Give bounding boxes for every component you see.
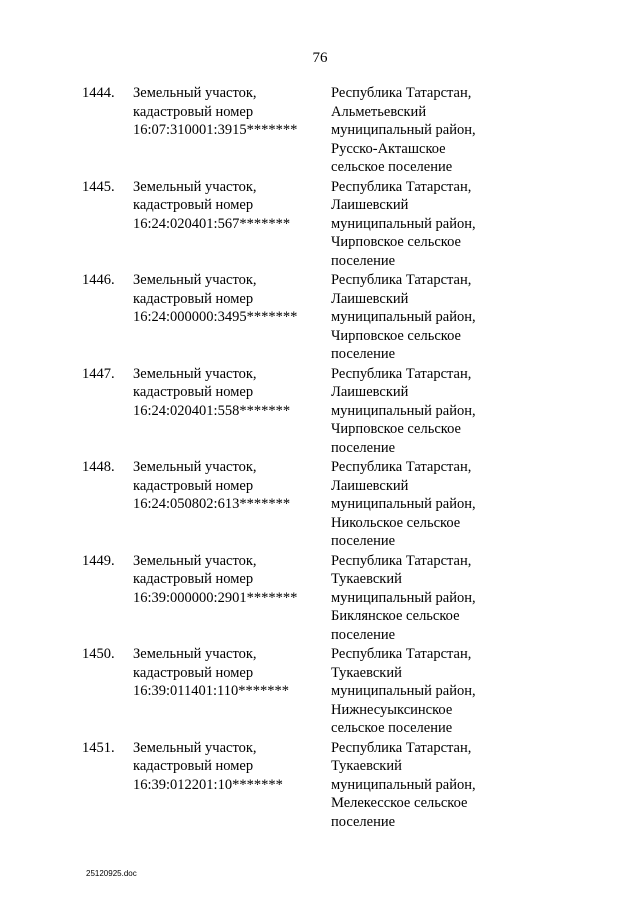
entry-description [133, 552, 297, 608]
entry-description [133, 458, 290, 514]
entry-location [331, 552, 476, 645]
location-line: Республика Татарстан, [331, 365, 472, 382]
entry-location [331, 458, 476, 551]
entry-number: 1447. [82, 365, 115, 382]
entry-description [133, 271, 297, 327]
cadastral-number: 16:24:020401:558******* [133, 402, 291, 419]
list-item [0, 645, 640, 739]
location-line: Тукаевский [331, 664, 402, 681]
description-line: Земельный участок, [133, 85, 257, 101]
page-number: 76 [312, 50, 328, 66]
entry-description [133, 178, 290, 234]
cadastral-number: 16:39:011401:110******* [133, 683, 290, 700]
description-line: Земельный участок, [133, 552, 257, 569]
entry-description [133, 739, 283, 795]
description-line: Земельный участок, [133, 272, 257, 288]
location-line: Лаишевский [331, 477, 409, 494]
description-line: Земельный участок, [133, 178, 257, 195]
entry-number: 1448. [82, 459, 115, 475]
location-line: Республика Татарстан, [331, 552, 472, 569]
location-line: поселение [331, 533, 396, 550]
location-line: Лаишевский [331, 197, 409, 214]
cadastral-number: 16:39:000000:2901******* [133, 589, 298, 606]
location-line: сельское поселение [331, 159, 453, 176]
footer-filename: 25120925.doc [86, 869, 137, 878]
entry-number: 1449. [82, 552, 115, 569]
location-line: Мелекесское сельское [331, 795, 468, 812]
entry-location [331, 645, 476, 738]
location-line: Республика Татарстан, [331, 459, 472, 475]
location-line: Республика Татарстан, [331, 178, 472, 195]
description-line: кадастровый номер [133, 477, 254, 494]
cadastral-number: 16:24:000000:3495******* [133, 309, 298, 326]
entry-location [331, 739, 476, 832]
description-line: Земельный участок, [133, 459, 257, 475]
entry-number: 1445. [82, 178, 115, 195]
entry-location [331, 178, 476, 271]
location-line: Тукаевский [331, 571, 402, 588]
cadastral-number: 16:07:310001:3915******* [133, 122, 298, 139]
location-line: поселение [331, 626, 396, 643]
list-item [0, 739, 640, 833]
description-line: кадастровый номер [133, 571, 254, 588]
entry-description [133, 365, 290, 421]
location-line: Лаишевский [331, 384, 409, 401]
list-item [0, 178, 640, 272]
location-line: Республика Татарстан, [331, 739, 472, 756]
location-line: Альметьевский [331, 103, 427, 120]
location-line: муниципальный район, [331, 215, 476, 232]
location-line: поселение [331, 439, 396, 456]
cadastral-number: 16:24:020401:567******* [133, 215, 291, 232]
location-line: Никольское сельское [331, 514, 461, 531]
location-line: муниципальный район, [331, 683, 476, 700]
location-line: муниципальный район, [331, 589, 476, 606]
location-line: Биклянское сельское [331, 608, 460, 625]
location-line: Чирповское сельское [331, 234, 461, 251]
location-line: Республика Татарстан, [331, 272, 472, 288]
location-line: муниципальный район, [331, 776, 476, 793]
description-line: кадастровый номер [133, 103, 254, 120]
location-line: муниципальный район, [331, 496, 476, 513]
list-item [0, 458, 640, 552]
entry-description [133, 645, 289, 701]
location-line: поселение [331, 813, 396, 830]
description-line: Земельный участок, [133, 365, 257, 382]
location-line: Республика Татарстан, [331, 85, 472, 101]
location-line: Лаишевский [331, 290, 409, 307]
location-line: Тукаевский [331, 758, 402, 775]
location-line: поселение [331, 346, 396, 363]
location-line: муниципальный район, [331, 402, 476, 419]
description-line: Земельный участок, [133, 646, 257, 662]
cadastral-number: 16:24:050802:613******* [133, 496, 291, 513]
description-line: кадастровый номер [133, 290, 254, 307]
description-line: Земельный участок, [133, 739, 257, 756]
location-line: Чирповское сельское [331, 421, 461, 438]
entry-location [331, 365, 476, 458]
description-line: кадастровый номер [133, 758, 254, 775]
list-item [0, 271, 640, 365]
location-line: Нижнесуыксинское [331, 701, 453, 718]
entry-number: 1451. [82, 739, 115, 756]
location-line: сельское поселение [331, 720, 453, 737]
cadastral-number: 16:39:012201:10******* [133, 776, 283, 793]
description-line: кадастровый номер [133, 197, 254, 214]
list-item [0, 84, 640, 178]
list-item [0, 552, 640, 646]
entry-description [133, 84, 297, 140]
entry-number: 1444. [82, 85, 115, 101]
location-line: Республика Татарстан, [331, 646, 472, 662]
entry-location [331, 84, 476, 177]
description-line: кадастровый номер [133, 664, 254, 681]
description-line: кадастровый номер [133, 384, 254, 401]
entry-number: 1450. [82, 646, 115, 662]
location-line: муниципальный район, [331, 122, 476, 139]
entry-number: 1446. [82, 272, 115, 288]
entry-location [331, 271, 476, 364]
location-line: муниципальный район, [331, 309, 476, 326]
entries-list [0, 84, 640, 832]
list-item [0, 365, 640, 459]
location-line: поселение [331, 252, 396, 269]
location-line: Русско-Акташское [331, 140, 446, 157]
location-line: Чирповское сельское [331, 327, 461, 344]
